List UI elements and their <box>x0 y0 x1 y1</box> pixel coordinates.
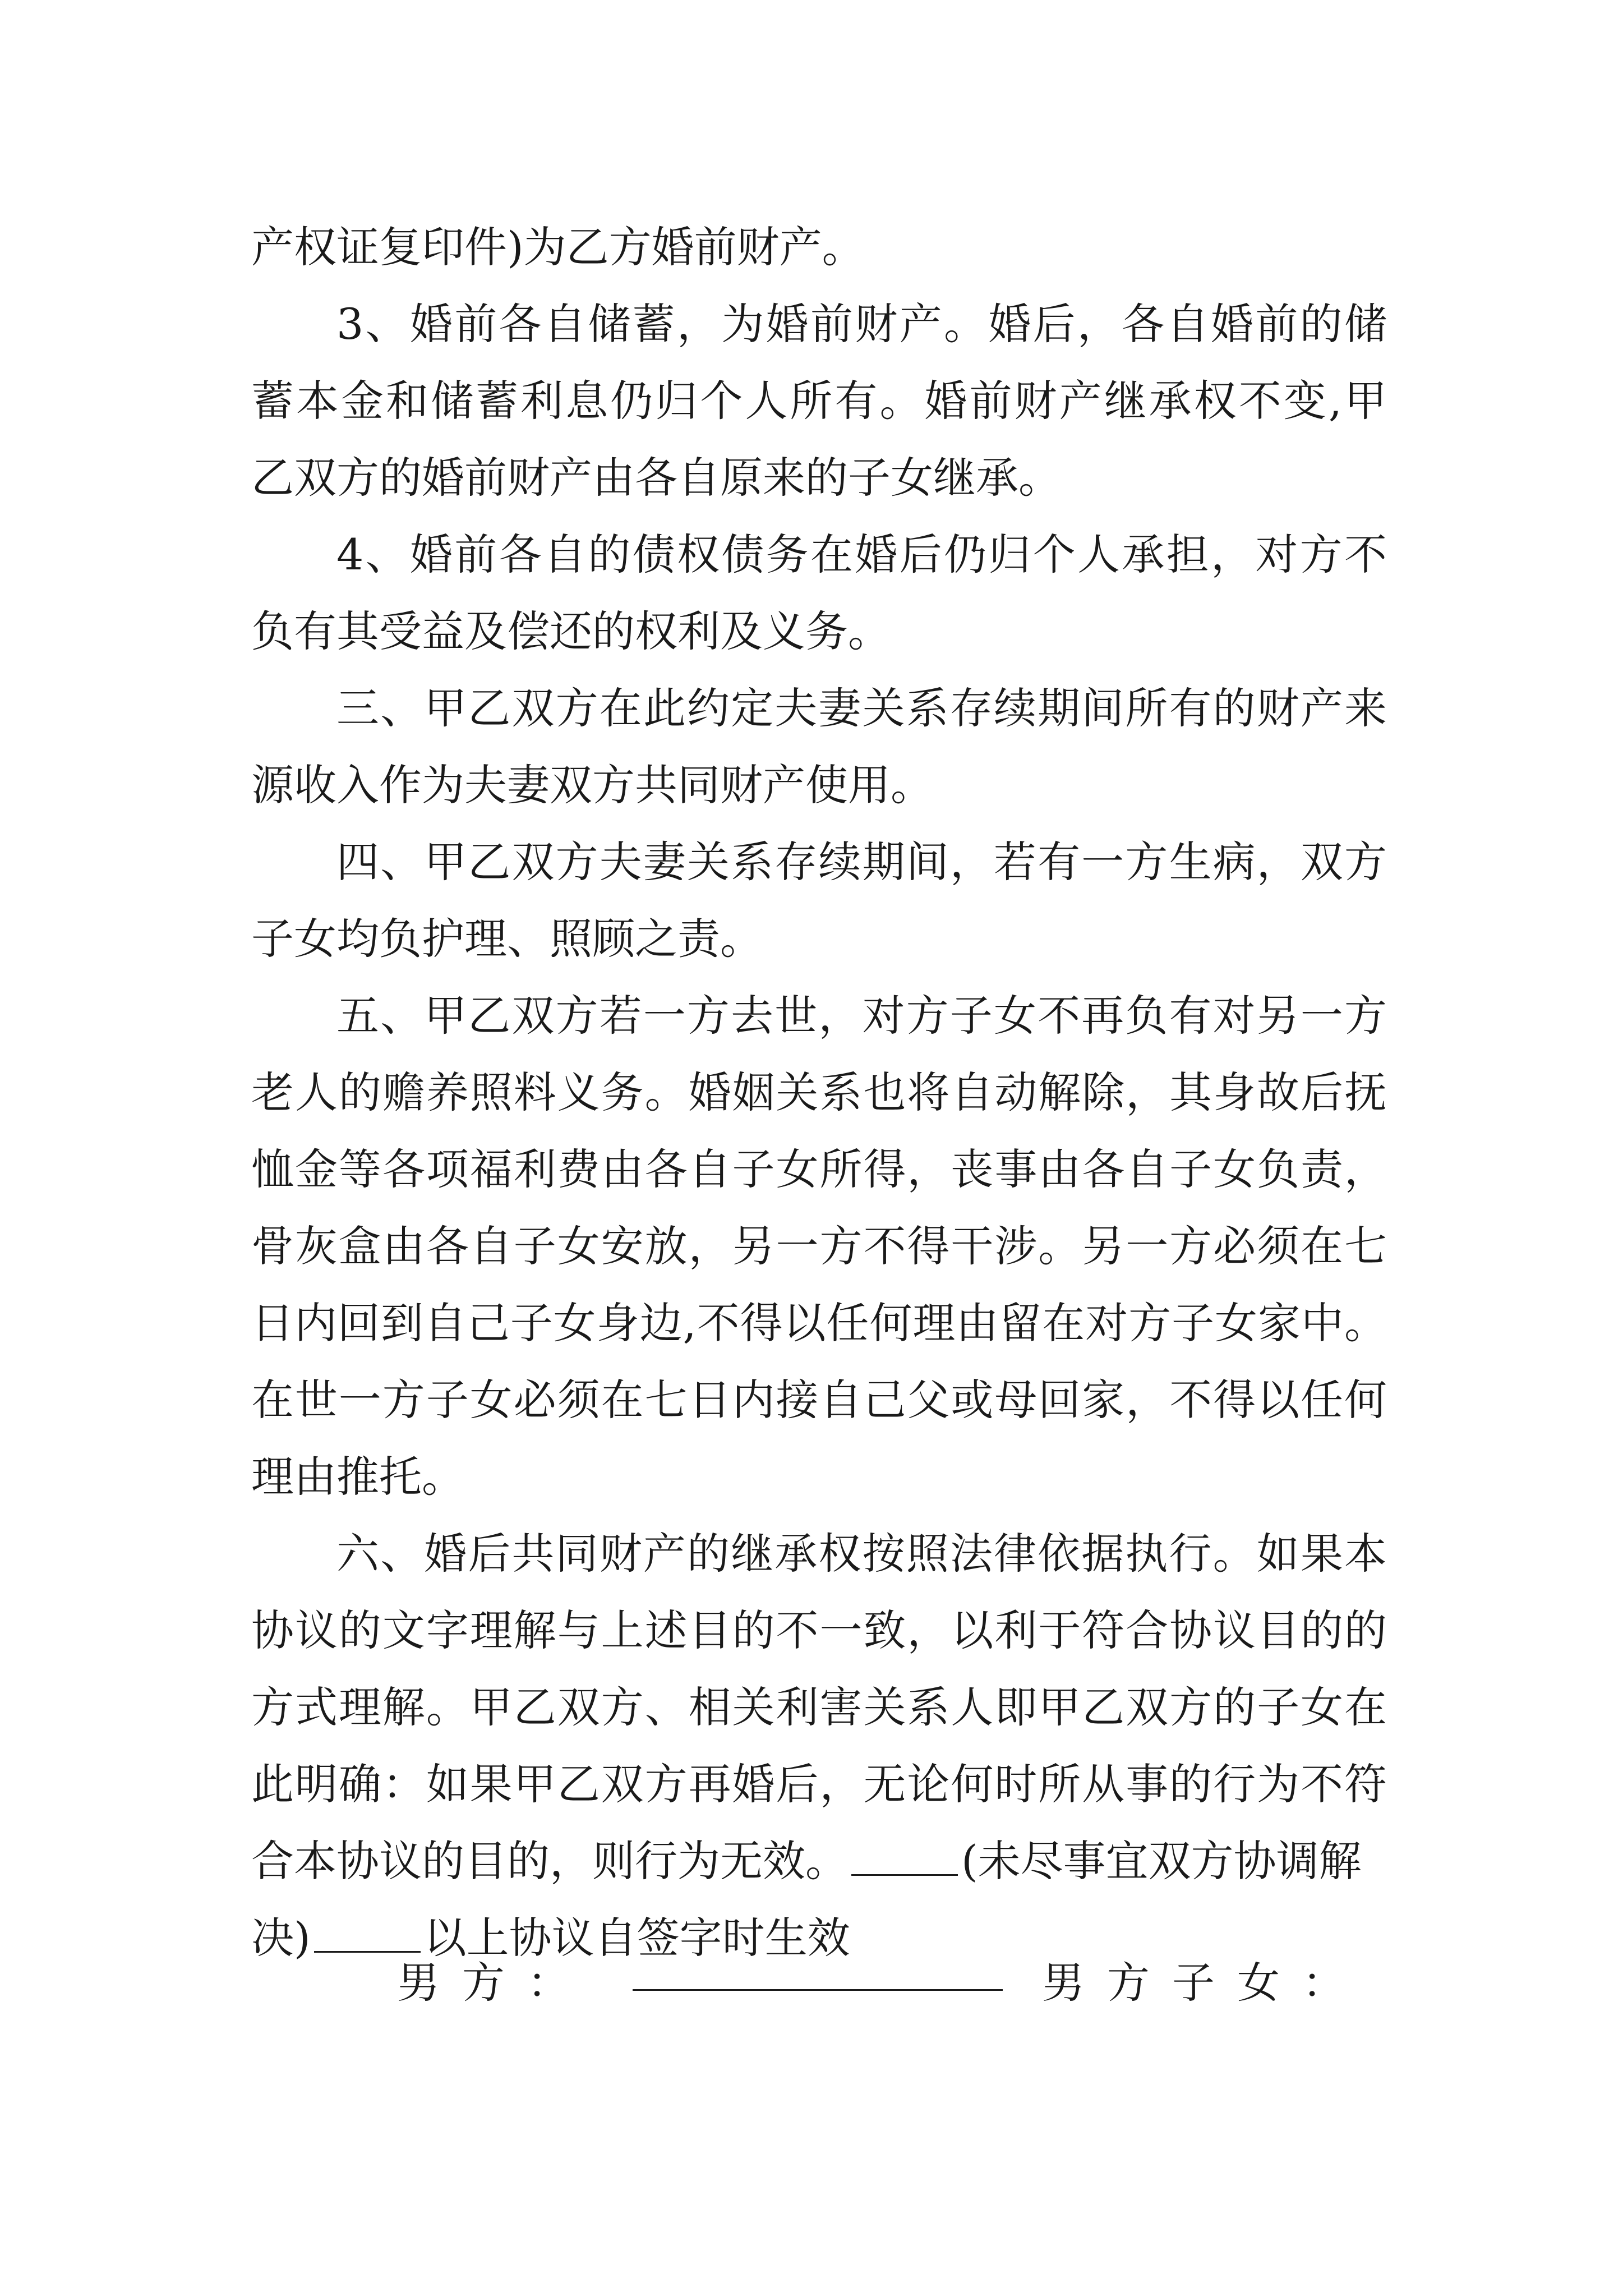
text-line: 产权证复印件)为乙方婚前财产。 <box>251 222 865 272</box>
text-line: 4、婚前各自的债权债务在婚后仍归个人承担，对方不 <box>336 530 1387 579</box>
fill-in-blank <box>851 1832 958 1876</box>
text-line: 五、甲乙双方若一方去世，对方子女不再负有对另一方 <box>336 991 1387 1041</box>
text-line <box>251 1823 1387 1899</box>
text-line: 乙双方的婚前财产由各自原来的子女继承。 <box>251 453 1061 503</box>
text-line: 源收入作为夫妻双方共同财产使用。 <box>251 760 933 810</box>
text-fragment: (未尽事宜双方协调解 <box>961 1836 1362 1886</box>
text-line: 骨灰盒由各自子女安放，另一方不得干涉。另一方必须在七 <box>251 1221 1387 1271</box>
text-line: 蓄本金和储蓄利息仍归个人所有。婚前财产继承权不变,甲 <box>251 376 1387 426</box>
text-line: 3、婚前各自储蓄，为婚前财产。婚后，各自婚前的储 <box>336 299 1387 349</box>
male-children-signature-label: 男方子女： <box>1042 1958 1367 2008</box>
text-line: 在世一方子女必须在七日内接自己父或母回家，不得以任何 <box>251 1375 1387 1425</box>
text-line: 老人的赡养照料义务。婚姻关系也将自动解除，其身故后抚 <box>251 1068 1387 1117</box>
text-line: 日内回到自己子女身边,不得以任何理由留在对方子女家中。 <box>251 1298 1387 1348</box>
text-line: 负有其受益及偿还的权利及义务。 <box>251 606 891 656</box>
text-line: 协议的文字理解与上述目的不一致，以利于符合协议目的的 <box>251 1605 1387 1655</box>
text-line: 三、甲乙双方在此约定夫妻关系存续期间所有的财产来 <box>336 683 1387 733</box>
text-line: 六、婚后共同财产的继承权按照法律依据执行。如果本 <box>336 1529 1387 1579</box>
text-line: 四、甲乙双方夫妻关系存续期间，若有一方生病，双方 <box>336 837 1387 887</box>
text-line: 子女均负护理、照顾之责。 <box>251 914 763 964</box>
text-fragment: 合本协议的目的，则行为无效。 <box>251 1836 848 1886</box>
signature-row <box>251 1944 1387 2021</box>
text-line: 方式理解。甲乙双方、相关利害关系人即甲乙双方的子女在 <box>251 1682 1387 1732</box>
text-line: 理由推托。 <box>251 1452 464 1502</box>
text-line: 恤金等各项福利费由各自子女所得，丧事由各自子女负责， <box>251 1144 1387 1194</box>
text-fragment: 以上协议自签字时生效 <box>423 1913 850 1963</box>
male-signature-label: 男方： <box>397 1958 592 2008</box>
text-line: 此明确：如果甲乙双方再婚后，无论何时所从事的行为不符 <box>251 1759 1387 1809</box>
agreement-body <box>251 209 1387 1976</box>
male-signature-line <box>633 1989 1003 1991</box>
text-fragment: 决) <box>251 1913 311 1963</box>
